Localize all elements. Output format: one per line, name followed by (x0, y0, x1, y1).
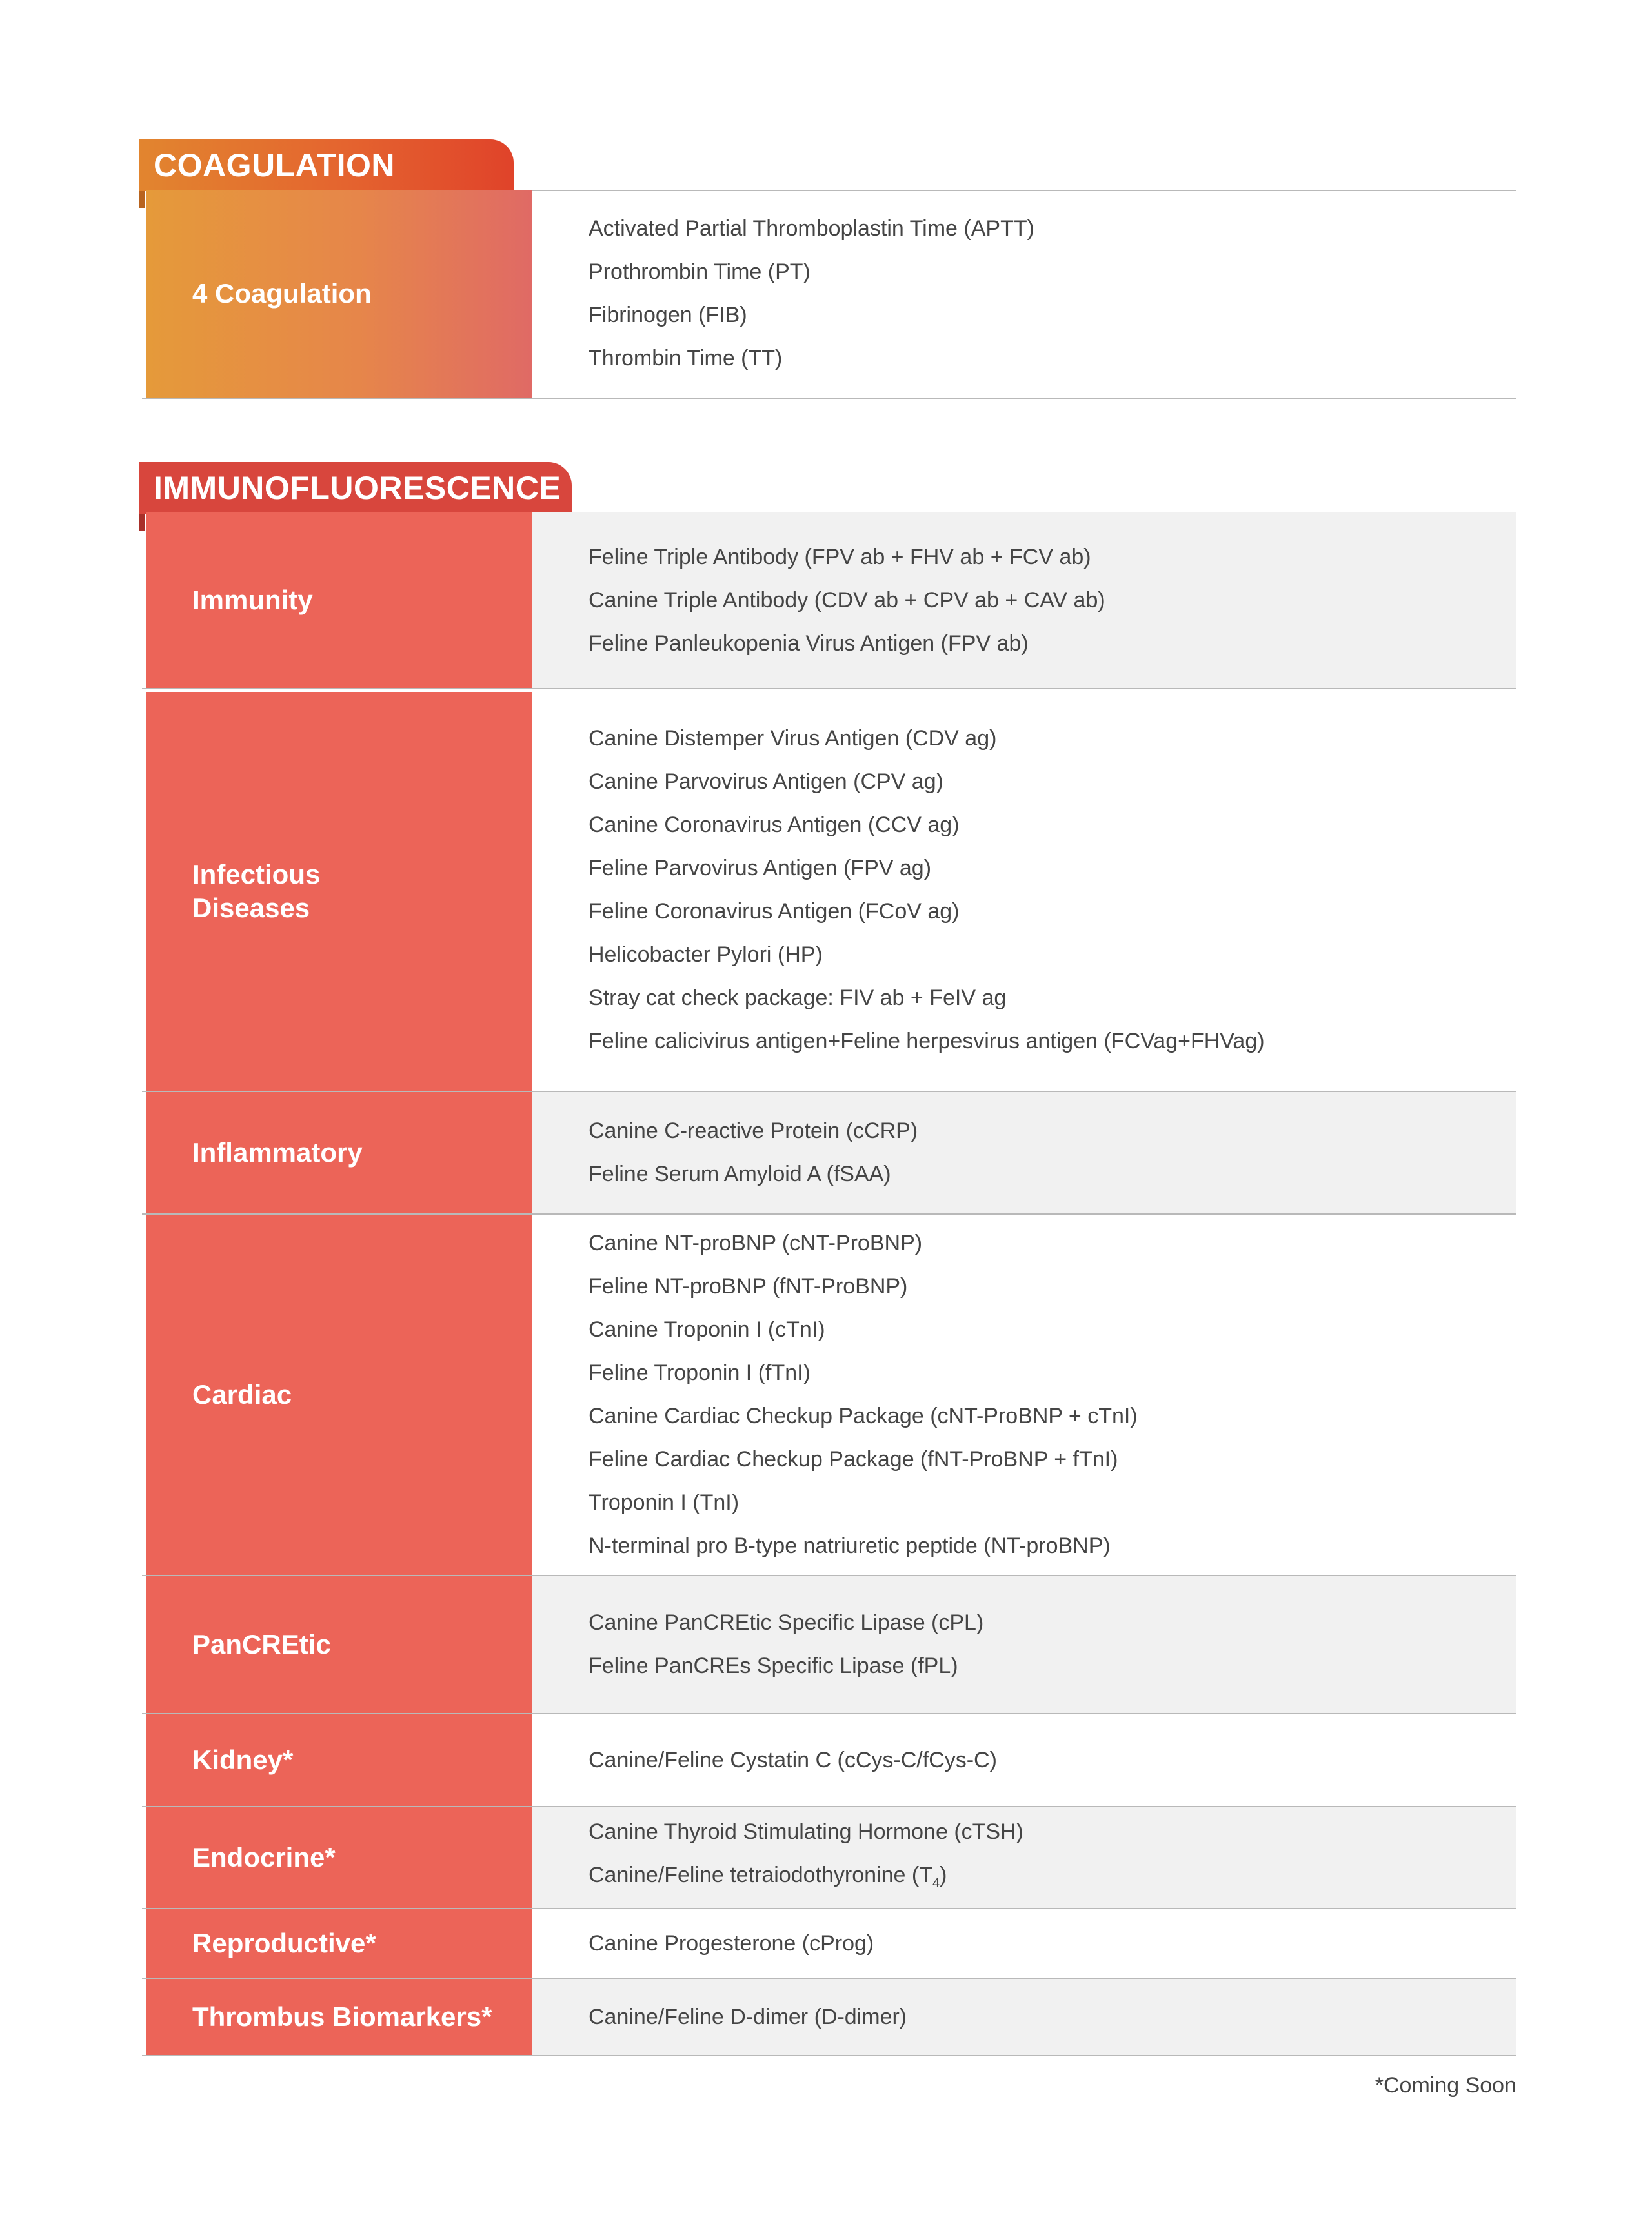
test-item: Thrombin Time (TT) (589, 346, 783, 370)
category-label: PanCREtic (192, 1629, 331, 1659)
test-item: Canine/Feline D-dimer (D-dimer) (589, 2004, 907, 2029)
immunofluorescence-table (142, 512, 1516, 2056)
kidney-row (142, 1714, 1516, 1807)
test-item (589, 1854, 1516, 1905)
category-cell (146, 1807, 532, 1908)
test-item: Canine Coronavirus Antigen (CCV ag) (589, 813, 960, 837)
coming-soon-footnote: *Coming Soon (1375, 2073, 1516, 2098)
test-item: Feline Troponin I (fTnI) (589, 1361, 811, 1385)
test-item: N-terminal pro B-type natriuretic peptide (NT-proBNP) (589, 1534, 1111, 1558)
category-label: Immunity (192, 585, 313, 615)
category-label-line1: Infectious (192, 859, 321, 889)
test-item: Canine Distemper Virus Antigen (CDV ag) (589, 726, 997, 751)
test-item: Canine/Feline Cystatin C (cCys-C/fCys-C) (589, 1747, 997, 1772)
reproductive-row (142, 1909, 1516, 1979)
pancretic-row (142, 1576, 1516, 1714)
category-cell (146, 190, 532, 398)
test-item: Feline calicivirus antigen+Feline herpesvirus antigen (FCVag+FHVag) (589, 1029, 1265, 1053)
test-item: Troponin I (TnI) (589, 1490, 740, 1515)
tests-cell (532, 1714, 1516, 1806)
test-item: Helicobacter Pylori (HP) (589, 942, 823, 967)
category-label: Inflammatory (192, 1137, 363, 1168)
category-label: Reproductive* (192, 1928, 376, 1958)
test-item: Feline Serum Amyloid A (fSAA) (589, 1162, 891, 1186)
test-item: Feline Panleukopenia Virus Antigen (FPV ab) (589, 631, 1029, 656)
infectious-diseases-row (142, 689, 1516, 1092)
t4-subscript: 4 (932, 1876, 940, 1890)
category-cell (146, 1215, 532, 1575)
category-label: Thrombus Biomarkers* (192, 2001, 492, 2032)
test-item: Canine PanCREtic Specific Lipase (cPL) (589, 1610, 984, 1635)
category-cell (146, 692, 532, 1091)
category-cell (146, 512, 532, 688)
test-item: Canine Triple Antibody (CDV ab + CPV ab + CAV ab) (589, 587, 1105, 613)
category-label-line2: Diseases (192, 893, 310, 923)
category-cell (146, 1909, 532, 1978)
category-label: Kidney* (192, 1745, 294, 1775)
tests-cell (532, 1576, 1516, 1713)
test-item: Canine Progesterone (cProg) (589, 1930, 874, 1956)
tests-cell (532, 1215, 1516, 1575)
test-item: Feline Parvovirus Antigen (FPV ag) (589, 856, 932, 880)
category-cell (146, 1714, 532, 1806)
test-item: Activated Partial Thromboplastin Time (APTT) (589, 216, 1034, 241)
tests-cell (532, 1979, 1516, 2055)
test-item: Canine Thyroid Stimulating Hormone (cTSH) (589, 1819, 1023, 1844)
test-item: Feline NT-proBNP (fNT-ProBNP) (589, 1274, 908, 1299)
t4-suffix: ) (940, 1862, 947, 1887)
test-item: Stray cat check package: FIV ab + FeIV ag (589, 986, 1007, 1010)
tests-cell (532, 512, 1516, 688)
tests-cell (532, 190, 1516, 398)
coagulation-tab: COAGULATION (139, 139, 514, 191)
thrombus-biomarkers-row (142, 1979, 1516, 2056)
category-label (192, 858, 320, 925)
test-item: Canine Troponin I (cTnI) (589, 1317, 825, 1342)
coagulation-table (142, 190, 1516, 399)
t4-prefix: Canine/Feline tetraiodothyronine (T (589, 1862, 932, 1887)
immunofluorescence-tab: IMMUNOFLUORESCENCE (139, 462, 572, 514)
coagulation-row (142, 190, 1516, 399)
test-item: Fibrinogen (FIB) (589, 303, 747, 327)
category-label: Endocrine* (192, 1842, 336, 1872)
test-item: Feline Triple Antibody (FPV ab + FHV ab + FCV ab) (589, 544, 1091, 569)
category-label: 4 Coagulation (192, 278, 372, 309)
test-item: Feline Cardiac Checkup Package (fNT-ProBNP + fTnI) (589, 1447, 1118, 1472)
category-cell (146, 1576, 532, 1713)
test-item: Feline Coronavirus Antigen (FCoV ag) (589, 899, 960, 924)
test-item: Canine NT-proBNP (cNT-ProBNP) (589, 1231, 923, 1255)
cardiac-row (142, 1215, 1516, 1576)
test-item: Canine Parvovirus Antigen (CPV ag) (589, 769, 943, 794)
tests-cell (532, 1092, 1516, 1213)
test-item: Canine C-reactive Protein (cCRP) (589, 1119, 918, 1143)
endocrine-row (142, 1807, 1516, 1909)
category-cell (146, 1979, 532, 2055)
tests-cell (532, 689, 1516, 1091)
test-item: Feline PanCREs Specific Lipase (fPL) (589, 1654, 958, 1678)
test-item: Canine Cardiac Checkup Package (cNT-ProBNP + cTnI) (589, 1404, 1138, 1428)
test-item: Prothrombin Time (PT) (589, 259, 811, 284)
immunity-row (142, 512, 1516, 689)
category-label: Cardiac (192, 1379, 292, 1410)
tests-cell (532, 1909, 1516, 1978)
tests-cell (532, 1807, 1516, 1908)
inflammatory-row (142, 1092, 1516, 1215)
category-cell (146, 1092, 532, 1213)
